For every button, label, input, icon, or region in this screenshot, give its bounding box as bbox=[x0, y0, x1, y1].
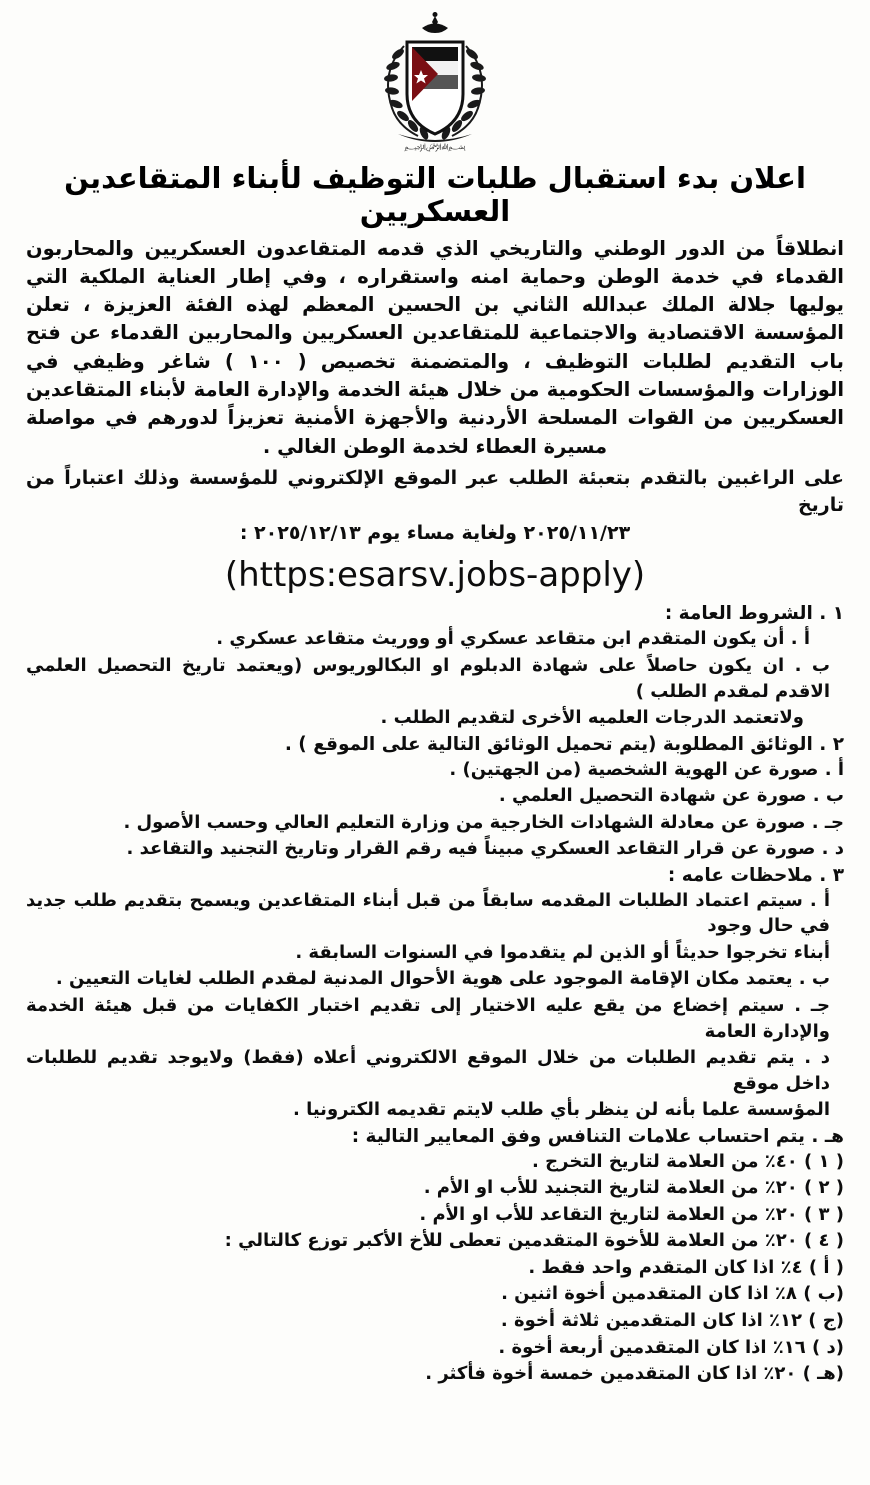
list-item: جـ . سيتم إخضاع من يقع عليه الاختيار إلى تقديم اختبار الكفايات من قبل هيئة الخدمة والإدارة العامة bbox=[26, 995, 830, 1042]
list-item: أ . أن يكون المتقدم ابن متقاعد عسكري أو ووريث متقاعد عسكري . bbox=[216, 628, 810, 650]
list-item: ( ١ ) ٤٠٪ من العلامة لتاريخ التخرج . bbox=[532, 1150, 844, 1172]
sub-criteria-list bbox=[26, 1255, 844, 1387]
apply-note bbox=[26, 465, 844, 548]
list-item: أ . سيتم اعتماد الطلبات المقدمه سابقاً من قبل أبناء المتقاعدين ويسمح بتقديم طلب جديد في حال وجود bbox=[26, 889, 830, 937]
list-item: ( ٢ ) ٢٠٪ من العلامة لتاريخ التجنيد للأب او الأم . bbox=[423, 1177, 844, 1199]
list-item: ( أ ) ٤٪ اذا كان المتقدم واحد فقط . bbox=[528, 1256, 844, 1278]
list-item: (ج ) ١٢٪ اذا كان المتقدمين ثلاثة أخوة . bbox=[500, 1310, 844, 1332]
list-item: المؤسسة علما بأنه لن ينظر بأي طلب لايتم تقديمه الكترونيا . bbox=[292, 1099, 830, 1121]
list-item: (هـ ) ٢٠٪ اذا كان المتقدمين خمسة أخوة فأكثر . bbox=[425, 1363, 844, 1385]
criteria-list bbox=[26, 1149, 844, 1254]
list-item: (ب ) ٨٪ اذا كان المتقدمين أخوة اثنين . bbox=[501, 1283, 844, 1305]
section-item-list bbox=[26, 888, 844, 1123]
section-general-notes bbox=[26, 865, 844, 1123]
list-item: ( ٤ ) ٢٠٪ من العلامة للأخوة المتقدمين تعطى للأخ الأكبر توزع كالتالي : bbox=[224, 1230, 844, 1252]
jordan-royal-emblem-icon bbox=[346, 12, 524, 154]
section-heading: ٣ . ملاحظات عامه : bbox=[667, 864, 844, 886]
list-item: د . يتم تقديم الطلبات من خلال الموقع الالكتروني أعلاه (فقط) ولايوجد تقديم للطلبات داخل موقع bbox=[26, 1047, 830, 1094]
emblem-container bbox=[26, 8, 844, 160]
section-item-list bbox=[26, 626, 844, 730]
section-item-list bbox=[26, 757, 844, 862]
list-item: أبناء تخرجوا حديثاً أو الذين لم يتقدموا في السنوات السابقة . bbox=[295, 941, 830, 963]
section-heading: ٢ . الوثائق المطلوبة (يتم تحميل الوثائق التالية على الموقع ) . bbox=[284, 733, 844, 755]
list-item: د . صورة عن قرار التقاعد العسكري مبيناً فيه رقم القرار وتاريخ التجنيد والتقاعد . bbox=[126, 838, 844, 860]
criteria-heading: هـ . يتم احتساب علامات التنافس وفق المعايير التالية : bbox=[351, 1125, 844, 1147]
page-title: اعلان بدء استقبال طلبات التوظيف لأبناء المتقاعدين العسكريين bbox=[64, 161, 806, 229]
list-item: أ . صورة عن الهوية الشخصية (من الجهتين) . bbox=[449, 758, 844, 780]
list-item: ولاتعتمد الدرجات العلميه الأخرى لتقديم الطلب . bbox=[380, 707, 804, 729]
section-scoring-criteria bbox=[26, 1126, 844, 1387]
intro-paragraph: انطلاقاً من الدور الوطني والتاريخي الذي قدمه المتقاعدون العسكريين والمحاربون القدماء في خدمة الوطن وحماية امنه واستقراره ، وفي إطار العناية الملكية التي يوليها جلالة الملك عبدالله الثاني بن الحسين المعظم لهذه الفئة العزيزة ، تعلن المؤسسة الاقتصادية والاجتماعية للمتقاعدين العسكريين والمحاربين القدماء عن فتح باب التقديم لطلبات التوظيف ، والمتضمنة تخصيص ( ١٠٠ ) شاغر وظيفي في الوزارات والمؤسسات الحكومية من خلال هيئة الخدمة والإدارة العامة لأبناء المتقاعدين العسكريين من القوات المسلحة الأردنية والأجهزة الأمنية تعزيزاً لدورهم في مواصلة مسيرة العطاء لخدمة الوطن الغالي . bbox=[26, 236, 844, 458]
section-heading: ١ . الشروط العامة : bbox=[664, 603, 844, 625]
list-item: جـ . صورة عن معادلة الشهادات الخارجية من وزارة التعليم العالي وحسب الأصول . bbox=[123, 811, 844, 833]
list-item: ب . صورة عن شهادة التحصيل العلمي . bbox=[498, 785, 844, 807]
section-general-conditions bbox=[26, 603, 844, 730]
list-item: ب . يعتمد مكان الإقامة الموجود على هوية الأحوال المدنية لمقدم الطلب لغايات التعيين . bbox=[55, 968, 830, 990]
section-required-documents bbox=[26, 734, 844, 862]
svg-text:﷽: ﷽ bbox=[404, 142, 466, 151]
list-item: (د ) ١٦٪ اذا كان المتقدمين أربعة أخوة . bbox=[498, 1336, 844, 1358]
list-item: ب . ان يكون حاصلاً على شهادة الدبلوم او البكالوريوس (ويعتمد تاريخ التحصيل العلمي الاقدم لمقدم الطلب ) bbox=[26, 655, 830, 702]
apply-note-line-1: على الراغبين بالتقدم بتعبئة الطلب عبر الموقع الإلكتروني للمؤسسة وذلك اعتباراً من تاريخ bbox=[26, 466, 844, 517]
list-item: ( ٣ ) ٢٠٪ من العلامة لتاريخ التقاعد للأب او الأم . bbox=[419, 1203, 844, 1225]
application-url[interactable]: (https:esarsv.jobs-apply) bbox=[224, 555, 646, 596]
apply-note-line-2: ٢٠٢٥/١١/٢٣ ولغاية مساء يوم ٢٠٢٥/١٢/١٣ : bbox=[239, 521, 631, 544]
